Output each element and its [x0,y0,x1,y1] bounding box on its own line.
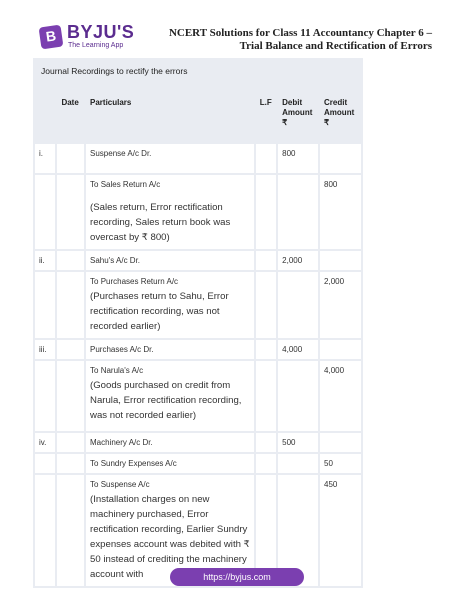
spacer [90,190,250,198]
table-row [35,454,361,473]
cell-sn: i. [35,144,55,173]
table-row [35,340,361,359]
cell-date [57,175,84,249]
table-row [35,433,361,452]
byjus-logo [40,22,135,54]
cell-lf [256,144,276,173]
logo-mark-icon [39,25,64,50]
cell-sn: ii. [35,251,55,270]
cell-credit: 800 [320,175,361,249]
cell-particulars [86,251,254,270]
cell-debit [278,454,318,473]
cell-debit: 4,000 [278,340,318,359]
cell-sn: iv. [35,433,55,452]
particulars-text: To Sundry Expenses A/c [90,459,177,468]
table-row [35,175,361,249]
cell-date [57,272,84,338]
cell-date [57,475,84,586]
cell-debit [278,361,318,431]
cell-sn [35,475,55,586]
cell-debit: 2,000 [278,251,318,270]
narration-text: (Installation charges on new machinery purchased, Error rectification recording, Earlier Sundry expenses account was debited with ₹ 50 instead of crediting the machinery account with [90,494,250,580]
cell-sn [35,272,55,338]
brand-tagline: The Learning App [68,42,124,49]
table-row [35,361,361,431]
particulars-text: To Sales Return A/c [90,180,161,189]
cell-credit: 4,000 [320,361,361,431]
table-row [35,272,361,338]
particulars-text: Purchases A/c Dr. [90,345,154,354]
cell-credit [320,340,361,359]
cell-credit: 2,000 [320,272,361,338]
journal-table-container [33,58,363,588]
cell-sn [35,361,55,431]
cell-particulars [86,144,254,173]
cell-sn [35,175,55,249]
cell-credit [320,144,361,173]
cell-particulars [86,361,254,431]
cell-credit: 50 [320,454,361,473]
narration-text: (Goods purchased on credit from Narula, Error rectification recording, was not recorded earlier) [90,380,242,421]
cell-debit: 500 [278,433,318,452]
table-header-row [35,94,361,142]
header-line-2: Trial Balance and Rectification of Errors [239,40,432,52]
header-particulars: Particulars [86,94,254,142]
brand-name: BYJU'S [67,22,135,42]
page-header [169,27,432,53]
cell-credit: 450 [320,475,361,586]
cell-date [57,340,84,359]
header-date: Date [57,94,84,142]
particulars-text: Suspense A/c Dr. [90,149,152,158]
cell-date [57,361,84,431]
cell-particulars [86,272,254,338]
table-row [35,144,361,173]
cell-lf [256,175,276,249]
particulars-text: To Purchases Return A/c [90,277,179,286]
cell-lf [256,433,276,452]
particulars-text: Machinery A/c Dr. [90,438,153,447]
cell-lf [256,272,276,338]
particulars-text: To Suspense A/c [90,480,150,489]
cell-date [57,433,84,452]
header-lf: L.F [256,94,276,142]
cell-credit [320,433,361,452]
narration-text: (Purchases return to Sahu, Error rectification recording, was not recorded earlier) [90,291,229,332]
cell-debit [278,175,318,249]
cell-lf [256,361,276,431]
header-credit: Credit Amount ₹ [320,94,361,142]
cell-particulars [86,175,254,249]
header-line-1: NCERT Solutions for Class 11 Accountancy Chapter 6 – [168,27,432,39]
table-row [35,251,361,270]
cell-credit [320,251,361,270]
cell-lf [256,251,276,270]
cell-particulars [86,433,254,452]
particulars-text: To Narula's A/c [90,366,144,375]
journal-table [33,92,363,588]
cell-particulars [86,340,254,359]
header-sn [35,94,55,142]
cell-lf [256,454,276,473]
cell-lf [256,340,276,359]
cell-sn: iii. [35,340,55,359]
narration-text: (Sales return, Error rectification recording, Sales return book was overcast by ₹ 800) [90,202,231,243]
particulars-text: Sahu's A/c Dr. [90,256,141,265]
cell-debit [278,272,318,338]
header-debit: Debit Amount ₹ [278,94,318,142]
table-caption: Journal Recordings to rectify the errors [41,66,188,76]
cell-debit: 800 [278,144,318,173]
footer-link[interactable]: https://byjus.com [170,568,304,586]
cell-date [57,144,84,173]
cell-particulars [86,454,254,473]
cell-sn [35,454,55,473]
cell-date [57,454,84,473]
cell-date [57,251,84,270]
